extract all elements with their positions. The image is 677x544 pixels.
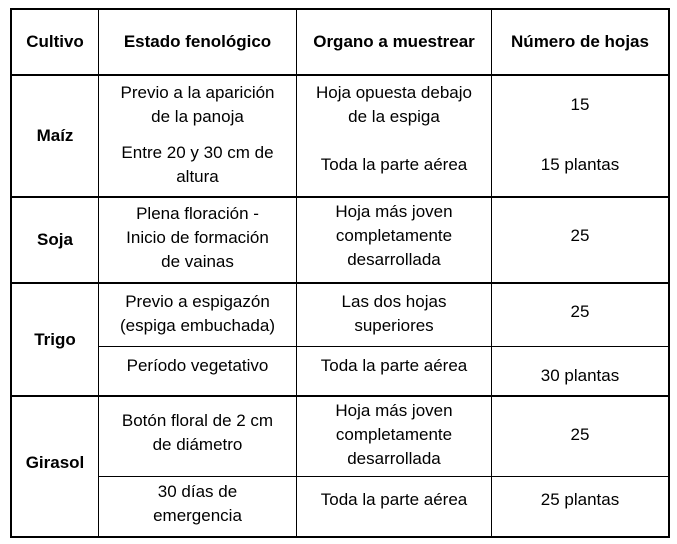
maiz-organo-1: Hoja opuesta debajo de la espiga: [316, 83, 472, 126]
crop-trigo: Trigo: [34, 329, 76, 349]
header-organo: Organo a muestrear: [313, 32, 475, 51]
table-border-right: [668, 8, 670, 538]
girasol-organo-2: Toda la parte aérea: [320, 490, 468, 509]
subrow-divider-girasol: [98, 476, 670, 477]
header-cultivo: Cultivo: [26, 32, 84, 51]
trigo-hojas-1: 25: [570, 302, 590, 321]
soja-estado: Plena floración - Inicio de formación de vainas: [126, 204, 269, 271]
maiz-hojas-1: 15: [570, 95, 590, 114]
girasol-estado-2: 30 días de emergencia: [153, 482, 242, 525]
crop-soja: Soja: [37, 230, 73, 249]
trigo-hojas-2: 30 plantas: [540, 366, 620, 385]
header-divider: [10, 74, 670, 76]
table-border-bottom: [10, 536, 670, 538]
crop-girasol: Girasol: [25, 453, 85, 472]
trigo-estado-1: Previo a espigazón (espiga embuchada): [120, 292, 275, 335]
column-divider-3: [491, 8, 492, 538]
soja-organo: Hoja más joven completamente desarrollada: [335, 202, 453, 269]
trigo-organo-1: Las dos hojas superiores: [341, 292, 447, 335]
trigo-organo-2: Toda la parte aérea: [320, 356, 468, 375]
maiz-estado-1: Previo a la aparición de la panoja: [120, 83, 275, 126]
girasol-hojas-1: 25: [570, 425, 590, 444]
row-divider-soja-trigo: [10, 282, 670, 284]
girasol-estado-1: Botón floral de 2 cm de diámetro: [121, 411, 274, 454]
girasol-hojas-2: 25 plantas: [540, 490, 620, 509]
soja-hojas: 25: [570, 226, 590, 245]
maiz-estado-2: Entre 20 y 30 cm de altura: [121, 143, 274, 186]
header-estado: Estado fenológico: [123, 32, 272, 51]
crop-maiz: Maíz: [36, 126, 74, 145]
subrow-divider-trigo: [98, 346, 670, 347]
maiz-hojas-2: 15 plantas: [540, 155, 620, 174]
girasol-organo-1: Hoja más joven completamente desarrollada: [335, 401, 453, 468]
trigo-estado-2: Período vegetativo: [126, 356, 269, 375]
maiz-organo-2: Toda la parte aérea: [320, 155, 468, 174]
header-hojas: Número de hojas: [511, 32, 649, 51]
